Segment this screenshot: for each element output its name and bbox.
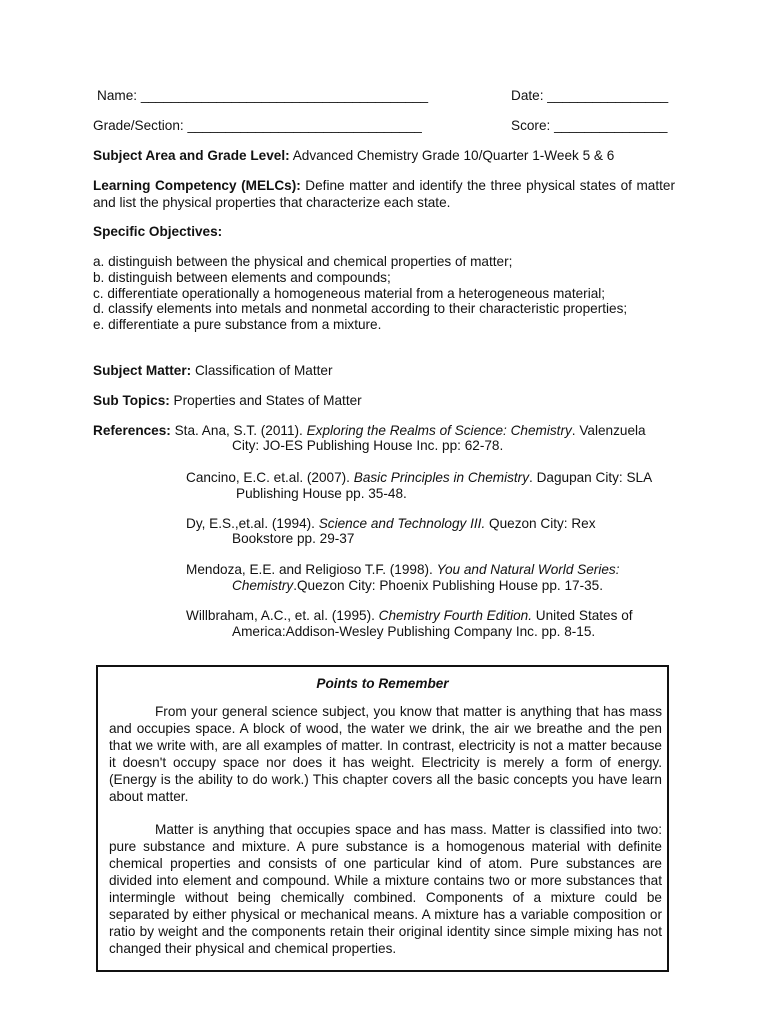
points-paragraph: From your general science subject, you know that matter is anything that has mass and occupies space. A block of wood, the water we drink, the air we breathe and the pen that we write with, are all examples of matter. In contrast, electricity is not a matter because it doesn't occupy space nor does it has weight. Electricity is merely a form of energy. (Energy is the ability to do work.) This chapter covers all the basic concepts you have learn about matter. (109, 704, 662, 804)
reference-entry (186, 607, 633, 624)
reference-text: Sta. Ana, S.T. (2011). (170, 423, 307, 438)
learning-competency (93, 177, 675, 211)
reference-title: Chemistry (232, 578, 294, 593)
objective-item: c. differentiate operationally a homogeneous material from a heterogeneous material; (93, 286, 606, 301)
objective-item: d. classify elements into metals and nonmetal according to their characteristic properties; (93, 301, 628, 316)
reference-text: United States of (532, 608, 633, 623)
score-field: Score: _______________ (511, 118, 668, 133)
reference-text: Dy, E.S.,et.al. (1994). (186, 516, 319, 531)
reference-text: Cancino, E.C. et.al. (2007). (186, 470, 354, 485)
reference-entry (186, 561, 619, 578)
date-field: Date: ________________ (511, 88, 669, 103)
reference-text: . Dagupan City: SLA (529, 470, 653, 485)
objective-item: a. distinguish between the physical and chemical properties of matter; (93, 254, 513, 269)
reference-continuation (232, 577, 603, 594)
subject-matter-line (93, 362, 332, 379)
reference-continuation: City: JO-ES Publishing House Inc. pp: 62-78. (232, 438, 504, 453)
learning-competency-label: Learning Competency (MELCs): (93, 178, 301, 193)
objective-item: b. distinguish between elements and compounds; (93, 270, 391, 285)
subject-matter-label: Subject Matter: (93, 363, 192, 378)
learning-competency-value: Define matter and identify the three physical states of matter and list the physical properties that characterize each state. (93, 178, 675, 210)
references-label: References: (93, 423, 171, 438)
subject-area-label: Subject Area and Grade Level: (93, 148, 290, 163)
points-box-title: Points to Remember (316, 676, 449, 691)
reference-title: You and Natural World Series: (436, 562, 620, 577)
points-paragraph: Matter is anything that occupies space and has mass. Matter is classified into two: pure substance and mixture. A pure substance is a homogenous material with definite chemical properties and consists of one particular kind of atom. Pure substances are divided into element and compound. While a mixture contains two or more substances that intermingle without being chemically combined. Components of a mixture could be separated by either physical or mechanical means. A mixture has a variable composition or ratio by weight and the components retain their original identity since simple mixing has not changed their physical and chemical properties. (109, 822, 662, 956)
reference-title: Science and Technology III. (318, 516, 486, 531)
reference-text: Mendoza, E.E. and Religioso T.F. (1998). (186, 562, 437, 577)
sub-topics-value: Properties and States of Matter (169, 393, 362, 408)
sub-topics-label: Sub Topics: (93, 393, 170, 408)
reference-title: Exploring the Realms of Science: Chemistry (306, 423, 572, 438)
grade-section-field: Grade/Section: _______________________________ (93, 118, 422, 133)
objective-item: e. differentiate a pure substance from a mixture. (93, 317, 382, 332)
name-field: Name: ______________________________________ (97, 88, 429, 103)
reference-title: Chemistry Fourth Edition. (378, 608, 533, 623)
subject-matter-value: Classification of Matter (191, 363, 333, 378)
reference-continuation: America:Addison-Wesley Publishing Company Inc. pp. 8-15. (232, 624, 596, 639)
reference-entry (186, 469, 652, 486)
reference-continuation: Bookstore pp. 29-37 (232, 531, 355, 546)
reference-text: Quezon City: Rex (485, 516, 596, 531)
reference-continuation: Publishing House pp. 35-48. (236, 486, 407, 501)
sub-topics-line (93, 392, 362, 409)
reference-title: Basic Principles in Chemistry (353, 470, 530, 485)
subject-area-value: Advanced Chemistry Grade 10/Quarter 1-Week 5 & 6 (289, 148, 615, 163)
subject-area-line (93, 147, 614, 164)
reference-text: . Valenzuela (571, 423, 646, 438)
reference-text: .Quezon City: Phoenix Publishing House pp. 17-35. (293, 578, 604, 593)
specific-objectives-heading: Specific Objectives: (93, 224, 223, 239)
reference-text: Willbraham, A.C., et. al. (1995). (186, 608, 379, 623)
points-to-remember-box (96, 665, 669, 972)
